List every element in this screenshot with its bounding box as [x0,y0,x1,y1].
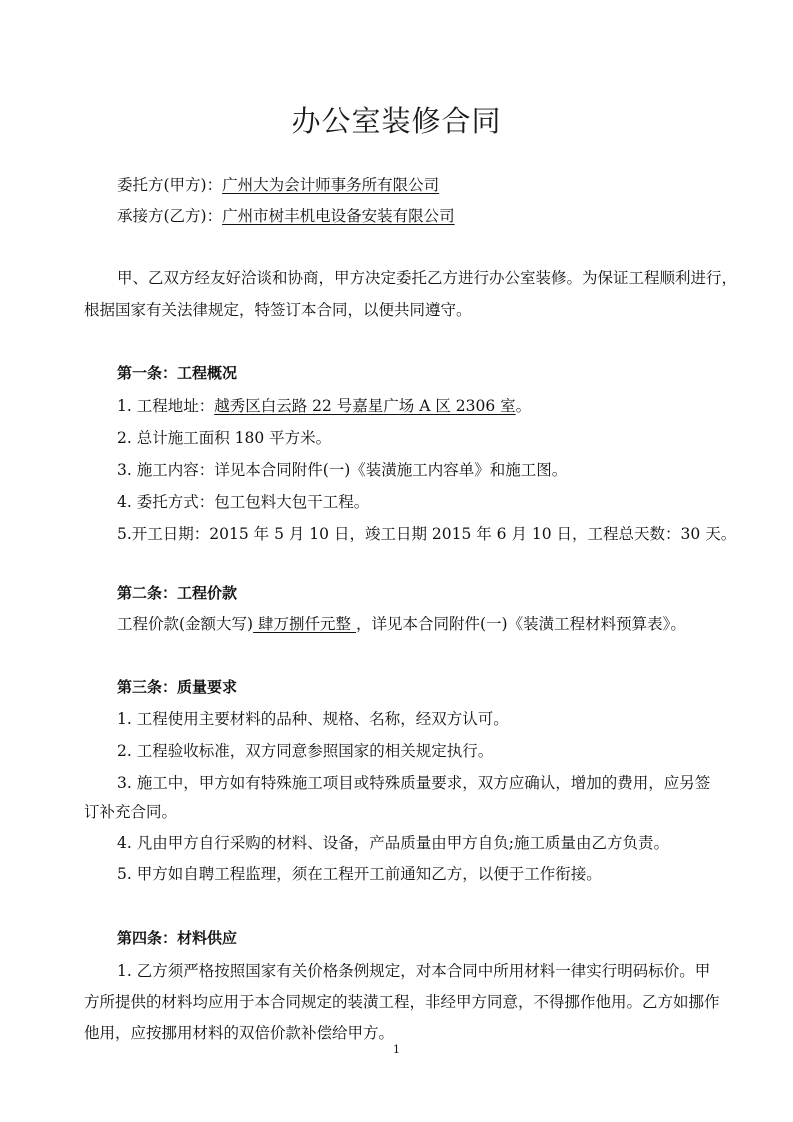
party-a-line [117,175,439,195]
document-title: 办公室装修合同 [291,104,502,138]
page-number: 1 [393,1043,400,1056]
article3-item3-line2: 订补充合同。 [84,803,178,821]
article4-item1-line2: 方所提供的材料均应用于本合同规定的装潢工程，非经甲方同意，不得挪作他用。乙方如挪作 [84,993,720,1011]
party-b-label: 承接方(乙方)： [117,207,223,225]
article1-item4: 4. 委托方式：包工包料大包干工程。 [117,493,370,511]
article3-item5: 5. 甲方如自聘工程监理，须在工程开工前通知乙方，以便于工作衔接。 [117,865,602,883]
article4-item1-line1: 1. 乙方须严格按照国家有关价格条例规定，对本合同中所用材料一律实行明码标价。甲 [117,962,711,980]
price-label: 工程价款(金额大写) [117,615,254,633]
address-value: 越秀区白云路 22 号嘉星广场 A 区 2306 室 [214,397,516,415]
article3-item1: 1. 工程使用主要材料的品种、规格、名称，经双方认可。 [117,710,509,728]
article3-item4: 4. 凡由甲方自行采购的材料、设备，产品质量由甲方自负;施工质量由乙方负责。 [117,834,669,852]
article3-item2: 2. 工程验收标准，双方同意参照国家的相关规定执行。 [117,742,494,760]
article1-item5: 5.开工日期：2015 年 5 月 10 日，竣工日期 2015 年 6 月 10 日，工程总天数：30 天。 [117,525,737,543]
article3-heading: 第三条：质量要求 [117,678,238,696]
party-b-line [117,206,455,226]
intro-line-1: 甲、乙双方经友好洽谈和协商，甲方决定委托乙方进行办公室装修。为保证工程顺利进行， [117,269,738,287]
price-amount: 肆万捌仟元整 [253,615,356,633]
article1-item2: 2. 总计施工面积 180 平方米。 [117,429,332,447]
address-label: 1. 工程地址： [117,397,215,415]
price-suffix: ，详见本合同附件(一)《装潢工程材料预算表》。 [355,615,686,633]
party-a-value: 广州大为会计师事务所有限公司 [222,176,440,194]
article1-heading: 第一条：工程概况 [117,364,238,382]
article2-price-line [117,614,686,634]
party-b-value: 广州市树丰机电设备安装有限公司 [222,207,455,225]
intro-line-2: 根据国家有关法律规定，特签订本合同，以便共同遵守。 [84,301,472,319]
article1-item3: 3. 施工内容：详见本合同附件(一)《装潢施工内容单》和施工图。 [117,461,568,479]
party-a-label: 委托方(甲方)： [117,176,223,194]
article2-heading: 第二条：工程价款 [117,584,238,602]
article4-heading: 第四条：材料供应 [117,929,238,947]
address-suffix: 。 [515,397,532,415]
article3-item3-line1: 3. 施工中，甲方如有特殊施工项目或特殊质量要求，双方应确认，增加的费用，应另签 [117,774,711,792]
article4-item1-line3: 他用，应按挪用材料的双倍价款补偿给甲方。 [84,1024,395,1042]
article1-item1 [117,396,531,416]
